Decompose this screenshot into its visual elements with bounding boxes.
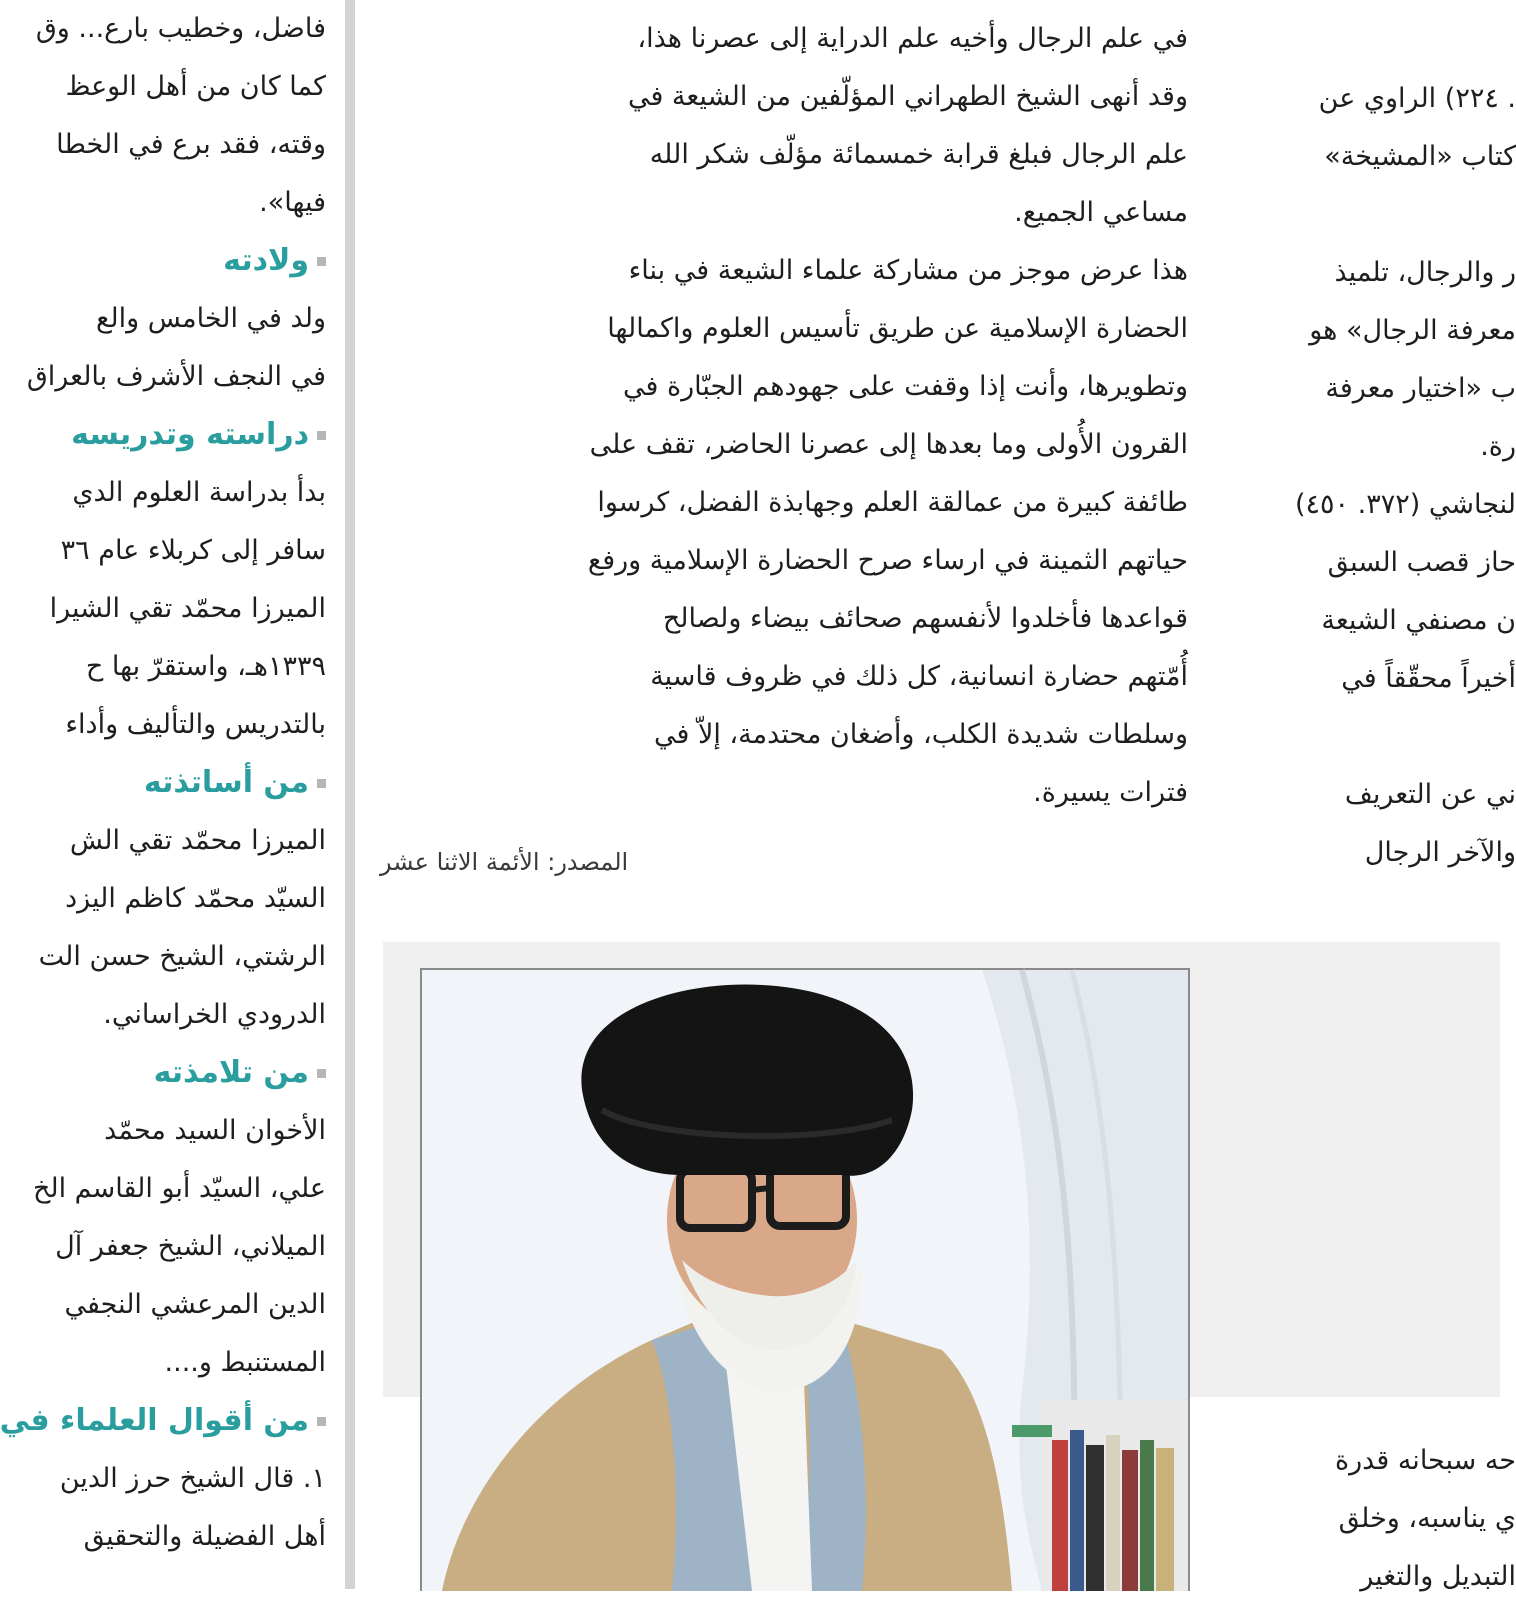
right-text-line: التبديل والتغير (1360, 1561, 1516, 1592)
right-text-line: لنجاشي (٣٧٢. ٤٥٠) (1294, 489, 1516, 520)
square-bullet-icon (317, 431, 326, 440)
body-text-line: فترات يسيرة. (1033, 777, 1188, 808)
left-column (0, 0, 326, 1566)
left-text-line: كما كان من أهل الوعظ (65, 71, 326, 102)
source-caption: المصدر: الأئمة الاثنا عشر (380, 848, 629, 876)
section-heading-text: من أساتذته (143, 765, 309, 800)
left-text-line: الميلاني، الشيخ جعفر آل (55, 1231, 326, 1262)
left-text-line: السيّد محمّد كاظم اليزد (65, 883, 326, 914)
section-heading-text: دراسته وتدريسه (71, 417, 309, 452)
left-text-line: ١. قال الشيخ حرز الدين (59, 1463, 326, 1494)
left-text-line: ١٣٣٩هـ، واستقرّ بها ح (85, 651, 326, 682)
square-bullet-icon (317, 779, 326, 788)
left-text-line: بدأ بدراسة العلوم الدي (72, 477, 326, 508)
right-text-line: ب «اختيار معرفة (1325, 373, 1516, 404)
right-text-line: ن مصنفي الشيعة (1321, 605, 1516, 636)
left-text-line: ولد في الخامس والع (95, 303, 326, 334)
right-text-line: معرفة الرجال» هو (1309, 315, 1516, 346)
section-heading-text: من تلامذته (153, 1055, 309, 1090)
section-heading-text: ولادته (223, 243, 309, 278)
body-text-line: أُمّتهم حضارة انسانية، كل ذلك في ظروف قاسية (650, 661, 1188, 692)
body-text-line: مساعي الجميع. (1014, 197, 1188, 228)
heading-teachers (0, 754, 326, 812)
left-text-line: الدين المرعشي النجفي (64, 1289, 326, 1320)
right-text-line: ني عن التعريف (1344, 779, 1516, 810)
right-text-line: رة. (1480, 431, 1516, 462)
right-text-line: أخيراً محقّقاً في (1341, 663, 1516, 694)
body-text-line: في علم الرجال وأخيه علم الدراية إلى عصرنا هذا، (637, 23, 1188, 54)
left-text-line: وقته، فقد برع في الخطا (56, 129, 326, 160)
heading-sayings (0, 1392, 326, 1450)
square-bullet-icon (317, 1069, 326, 1078)
left-text-line: أهل الفضيلة والتحقيق (83, 1521, 326, 1552)
right-text-line: حاز قصب السبق (1327, 547, 1516, 578)
body-text-line: القرون الأُولى وما بعدها إلى عصرنا الحاضر، تقف على (589, 429, 1188, 460)
heading-study (0, 406, 326, 464)
body-text-line: حياتهم الثمينة في ارساء صرح الحضارة الإسلامية ورفع (587, 545, 1188, 576)
heading-students (0, 1044, 326, 1102)
left-text-line: فيها». (259, 187, 326, 218)
right-text-line: ي يناسبه، وخلق (1338, 1503, 1516, 1534)
left-text-line: سافر إلى كربلاء عام ٣٦ (60, 535, 326, 566)
left-text-line: الميرزا محمّد تقي الش (69, 825, 326, 856)
body-text-line: طائفة كبيرة من عمالقة العلم وجهابذة الفضل، كرسوا (597, 487, 1188, 518)
column-divider (345, 0, 355, 1589)
right-text-line: حه سبحانه قدرة (1334, 1445, 1516, 1476)
right-text-line: ر والرجال، تلميذ (1334, 257, 1516, 288)
left-text-line: الرشتي، الشيخ حسن الت (38, 941, 326, 972)
body-text-line: هذا عرض موجز من مشاركة علماء الشيعة في بناء (628, 255, 1188, 286)
left-text-line: علي، السيّد أبو القاسم الخ (32, 1173, 326, 1204)
left-text-line: فاضل، وخطيب بارع... وق (35, 13, 326, 44)
section-heading-text: من أقوال العلماء في (0, 1403, 309, 1438)
middle-column (386, 10, 1188, 822)
right-column (1246, 70, 1516, 882)
body-text-line: وقد أنهى الشيخ الطهراني المؤلّفين من الشيعة في (627, 81, 1188, 112)
body-text-line: الحضارة الإسلامية عن طريق تأسيس العلوم واكمالها (607, 313, 1188, 344)
left-text-line: في النجف الأشرف بالعراق (26, 361, 326, 392)
heading-birth (0, 232, 326, 290)
left-text-line: الميرزا محمّد تقي الشيرا (49, 593, 326, 624)
body-text-line: علم الرجال فبلغ قرابة خمسمائة مؤلّف شكر الله (649, 139, 1188, 170)
body-text-line: وسلطات شديدة الكلب، وأضغان محتدمة، إلاّ في (653, 719, 1188, 750)
left-text-line: المستنبط و.... (164, 1347, 326, 1378)
left-text-line: بالتدريس والتأليف وأداء (65, 709, 326, 740)
square-bullet-icon (317, 257, 326, 266)
portrait-photo (420, 968, 1190, 1591)
right-text-line: . ٢٢٤) الراوي عن (1318, 83, 1516, 114)
right-column-bottom (1246, 1432, 1516, 1606)
body-text-line: وتطويرها، وأنت إذا وقفت على جهودهم الجبّارة في (622, 371, 1188, 402)
body-text-line: قواعدها فأخلدوا لأنفسهم صحائف بيضاء ولصالح (662, 603, 1188, 634)
right-text-line: كتاب «المشيخة» (1324, 141, 1516, 172)
left-text-line: الدرودي الخراساني. (103, 999, 326, 1030)
right-text-line: والآخر الرجال (1364, 837, 1516, 868)
left-text-line: الأخوان السيد محمّد (104, 1115, 326, 1146)
square-bullet-icon (317, 1417, 326, 1426)
